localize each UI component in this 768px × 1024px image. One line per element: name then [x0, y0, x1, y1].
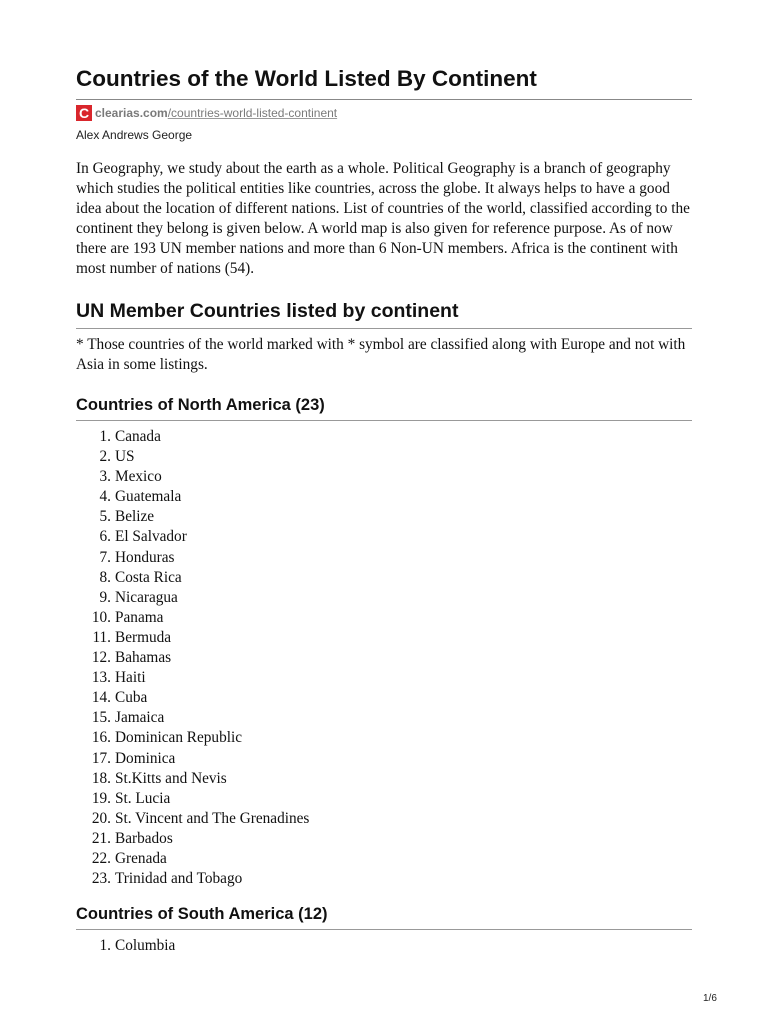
list-item-country: Trinidad and Tobago [115, 870, 243, 888]
list-item-number: 7. [99, 548, 111, 566]
list-item-number: 13. [91, 669, 111, 687]
list-item-number: 2. [99, 448, 111, 466]
page-number: 1/6 [703, 993, 717, 1004]
list-item-country: Costa Rica [115, 568, 182, 586]
list-item-number: 15. [91, 709, 111, 727]
list-item-country: Dominican Republic [115, 729, 243, 747]
south-america-list [76, 936, 692, 956]
list-item [76, 608, 692, 628]
list-item [76, 728, 692, 748]
list-item-number: 23. [91, 870, 111, 888]
author-name: Alex Andrews George [76, 128, 193, 142]
list-item-country: Canada [115, 428, 161, 445]
list-item [76, 789, 692, 809]
section-heading: UN Member Countries listed by continent [76, 300, 459, 322]
south-america-heading: Countries of South America (12) [76, 905, 328, 924]
list-item-number: 1. [99, 428, 111, 445]
list-item-number: 5. [99, 508, 111, 526]
list-item [76, 668, 692, 688]
list-item-country: Dominica [115, 749, 176, 767]
list-item-country: Barbados [115, 829, 173, 847]
note-paragraph: * Those countries of the world marked with * symbol are classified along with Europe and not with Asia in some listings. [76, 336, 686, 373]
document-title: Countries of the World Listed By Continent [76, 66, 537, 91]
list-item [76, 749, 692, 769]
north-america-list [76, 427, 692, 889]
list-item-number: 4. [99, 488, 111, 506]
list-item-number: 17. [91, 749, 111, 767]
list-item-country: Cuba [115, 689, 148, 707]
list-item-country: Jamaica [115, 709, 165, 727]
list-item-number: 19. [91, 789, 111, 807]
list-item-country: St.Kitts and Nevis [115, 769, 227, 787]
list-item-number: 18. [91, 769, 111, 787]
list-item-country: Nicaragua [115, 588, 178, 606]
list-item [76, 507, 692, 527]
list-item-number: 16. [91, 729, 111, 747]
south-america-divider [76, 929, 692, 930]
list-item [76, 648, 692, 668]
list-item [76, 809, 692, 829]
list-item [76, 588, 692, 608]
source-domain[interactable]: clearias.com [95, 106, 168, 120]
list-item-country: Haiti [115, 669, 146, 687]
list-item-number: 20. [91, 809, 111, 827]
list-item [76, 548, 692, 568]
list-item-country: El Salvador [115, 528, 187, 546]
list-item-country: Columbia [115, 937, 176, 955]
south-america-section [76, 904, 692, 956]
list-item-country: Bermuda [115, 628, 172, 646]
list-item [76, 427, 692, 447]
list-item-country: Guatemala [115, 488, 182, 506]
north-america-heading: Countries of North America (23) [76, 396, 325, 414]
list-item [76, 936, 692, 956]
list-item-number: 12. [91, 649, 111, 667]
list-item-country: Honduras [115, 548, 175, 566]
list-item [76, 769, 692, 789]
list-item [76, 568, 692, 588]
list-item [76, 467, 692, 487]
document-page [76, 64, 692, 956]
list-item-country: Grenada [115, 849, 167, 867]
list-item-number: 22. [91, 849, 111, 867]
list-item-number: 21. [91, 829, 111, 847]
list-item [76, 829, 692, 849]
list-item [76, 628, 692, 648]
section-divider [76, 328, 692, 329]
list-item-country: Belize [115, 508, 155, 526]
list-item-country: Mexico [115, 468, 162, 486]
list-item-number: 14. [91, 689, 111, 707]
list-item [76, 869, 692, 889]
list-item-country: St. Lucia [115, 789, 171, 807]
list-item-country: Panama [115, 608, 164, 626]
intro-paragraph: In Geography, we study about the earth as a whole. Political Geography is a branch of geography which studies the political entities like countries, across the globe. It always helps to have a good idea about the location of different nations. List of countries of the world, classified according to the continent they belong is given below. A world map is also given for reference purpose. As of now there are 193 UN member nations and more than 6 Non-UN members. Africa is the continent with most number of nations (54). [76, 160, 690, 277]
list-item-number: 11. [92, 628, 111, 646]
list-item [76, 447, 692, 467]
title-divider [76, 99, 692, 100]
list-item-country: Bahamas [115, 649, 172, 667]
source-path[interactable]: /countries-world-listed-continent [167, 106, 338, 120]
list-item-country: US [115, 448, 135, 466]
list-item-country: St. Vincent and The Grenadines [115, 809, 310, 827]
list-item-number: 1. [99, 937, 111, 955]
list-item-number: 9. [99, 588, 111, 606]
list-item [76, 688, 692, 708]
list-item [76, 849, 692, 869]
north-america-section [76, 395, 692, 889]
source-link[interactable] [76, 105, 692, 121]
clearias-logo-icon: C [76, 105, 92, 121]
list-item [76, 708, 692, 728]
list-item-number: 6. [99, 528, 111, 546]
list-item-number: 3. [99, 468, 111, 486]
list-item [76, 487, 692, 507]
list-item-number: 10. [91, 608, 111, 626]
list-item-number: 8. [99, 568, 111, 586]
list-item [76, 527, 692, 547]
north-america-divider [76, 420, 692, 421]
